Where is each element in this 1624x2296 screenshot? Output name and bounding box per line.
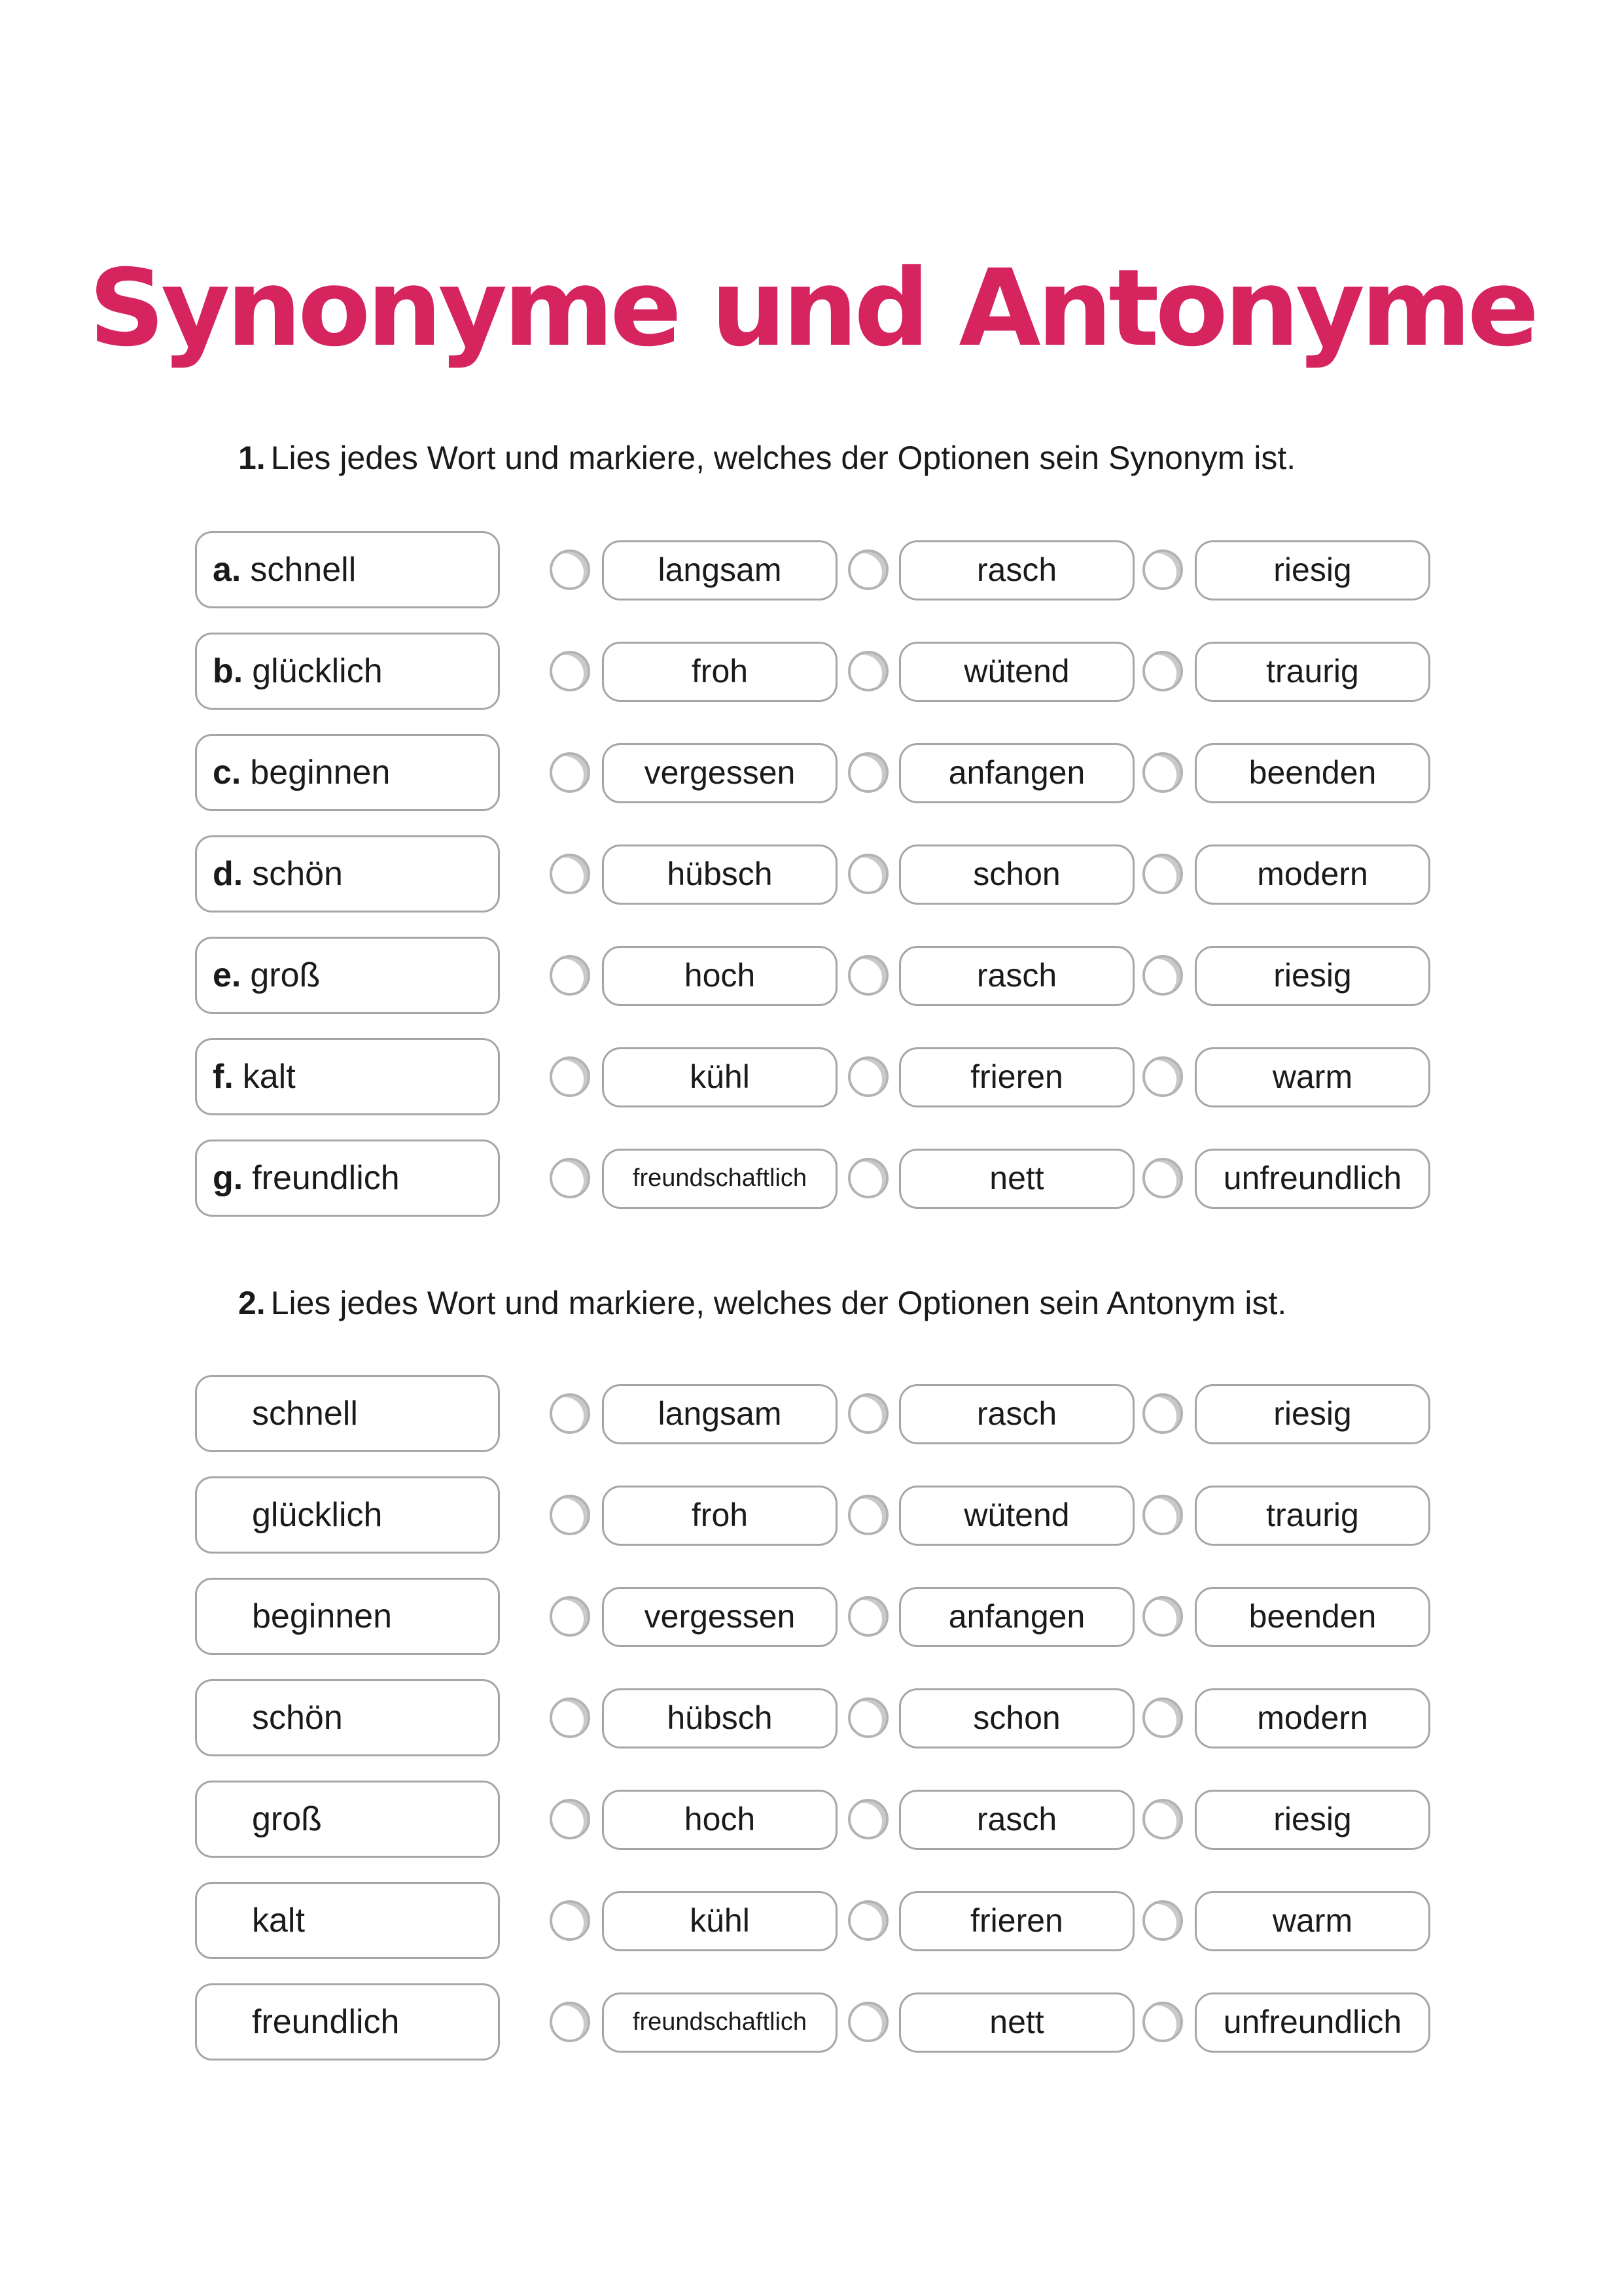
option-box[interactable]: langsam: [602, 540, 838, 600]
option-radio[interactable]: [550, 1596, 590, 1637]
option-radio[interactable]: [848, 1158, 889, 1198]
option-radio[interactable]: [1142, 752, 1183, 793]
option-radio[interactable]: [848, 1056, 889, 1097]
option-radio[interactable]: [1142, 651, 1183, 691]
question-word-box: [195, 1476, 500, 1554]
question-word: schnell: [252, 1395, 358, 1433]
option-box[interactable]: langsam: [602, 1384, 838, 1444]
question-word-box: [195, 835, 500, 913]
option-radio[interactable]: [848, 651, 889, 691]
question-letter: b.: [213, 652, 243, 690]
option-box[interactable]: unfreundlich: [1195, 1992, 1430, 2053]
option-box[interactable]: traurig: [1195, 1486, 1430, 1546]
option-radio[interactable]: [1142, 1596, 1183, 1637]
question-word: beginnen: [252, 1597, 392, 1635]
question-row: [0, 1679, 1624, 1759]
question-letter: f.: [213, 1058, 234, 1096]
option-box[interactable]: unfreundlich: [1195, 1149, 1430, 1209]
option-box[interactable]: traurig: [1195, 642, 1430, 702]
option-box[interactable]: hoch: [602, 1790, 838, 1850]
option-box[interactable]: wütend: [899, 642, 1135, 702]
option-box[interactable]: froh: [602, 642, 838, 702]
option-box[interactable]: kühl: [602, 1047, 838, 1107]
question-word: freundlich: [252, 1159, 400, 1197]
option-box[interactable]: beenden: [1195, 743, 1430, 803]
option-radio[interactable]: [1142, 1158, 1183, 1198]
option-radio[interactable]: [550, 955, 590, 996]
option-radio[interactable]: [550, 549, 590, 590]
question-row: [0, 1139, 1624, 1219]
option-box[interactable]: hübsch: [602, 844, 838, 905]
option-radio[interactable]: [1142, 1697, 1183, 1738]
question-row: [0, 633, 1624, 712]
option-box[interactable]: frieren: [899, 1891, 1135, 1951]
option-radio[interactable]: [550, 1056, 590, 1097]
option-radio[interactable]: [1142, 1495, 1183, 1535]
option-radio[interactable]: [848, 955, 889, 996]
option-radio[interactable]: [550, 752, 590, 793]
question-row: [0, 1781, 1624, 1860]
option-radio[interactable]: [1142, 1393, 1183, 1434]
section-2-instruction-text: Lies jedes Wort und markiere, welches der Optionen sein Antonym ist.: [270, 1285, 1287, 1321]
option-radio[interactable]: [1142, 2002, 1183, 2042]
option-box[interactable]: rasch: [899, 1790, 1135, 1850]
question-word: schön: [252, 1699, 343, 1737]
question-row: [0, 1038, 1624, 1118]
option-box[interactable]: anfangen: [899, 743, 1135, 803]
option-radio[interactable]: [1142, 854, 1183, 894]
option-box[interactable]: vergessen: [602, 1587, 838, 1647]
question-word: freundlich: [252, 2003, 400, 2041]
option-radio[interactable]: [1142, 1056, 1183, 1097]
option-box[interactable]: rasch: [899, 1384, 1135, 1444]
option-box[interactable]: riesig: [1195, 540, 1430, 600]
option-radio[interactable]: [550, 1158, 590, 1198]
option-box[interactable]: wütend: [899, 1486, 1135, 1546]
option-radio[interactable]: [1142, 1799, 1183, 1839]
option-radio[interactable]: [550, 1900, 590, 1941]
option-radio[interactable]: [848, 854, 889, 894]
option-radio[interactable]: [848, 2002, 889, 2042]
option-radio[interactable]: [1142, 1900, 1183, 1941]
option-box[interactable]: riesig: [1195, 1790, 1430, 1850]
question-word-box: [195, 1781, 500, 1858]
option-box[interactable]: rasch: [899, 946, 1135, 1006]
option-radio[interactable]: [848, 1596, 889, 1637]
option-radio[interactable]: [550, 1799, 590, 1839]
option-radio[interactable]: [848, 752, 889, 793]
option-radio[interactable]: [848, 1495, 889, 1535]
question-word-box: [195, 937, 500, 1014]
option-box[interactable]: modern: [1195, 844, 1430, 905]
option-radio[interactable]: [848, 1393, 889, 1434]
question-row: [0, 937, 1624, 1017]
question-word: schön: [252, 855, 343, 893]
question-row: [0, 835, 1624, 915]
option-radio[interactable]: [1142, 955, 1183, 996]
question-row: [0, 1578, 1624, 1658]
question-word: beginnen: [250, 754, 391, 791]
option-radio[interactable]: [550, 854, 590, 894]
option-radio[interactable]: [848, 1900, 889, 1941]
question-word-box: [195, 1375, 500, 1452]
question-word: groß: [252, 1800, 322, 1838]
option-radio[interactable]: [550, 1495, 590, 1535]
question-word-box: [195, 531, 500, 608]
option-box[interactable]: freundschaftlich: [602, 1992, 838, 2053]
question-word: schnell: [250, 551, 357, 589]
worksheet-title: Synonyme und Antonyme: [88, 247, 1536, 370]
option-box[interactable]: schon: [899, 844, 1135, 905]
option-box[interactable]: riesig: [1195, 1384, 1430, 1444]
question-row: [0, 734, 1624, 814]
question-word-box: [195, 1038, 500, 1115]
option-box[interactable]: frieren: [899, 1047, 1135, 1107]
option-box[interactable]: kühl: [602, 1891, 838, 1951]
question-letter: d.: [213, 855, 243, 893]
question-word-box: [195, 633, 500, 710]
question-row: [0, 1882, 1624, 1962]
question-word-box: [195, 1679, 500, 1756]
question-word: groß: [250, 956, 321, 994]
option-box[interactable]: warm: [1195, 1891, 1430, 1951]
option-box[interactable]: anfangen: [899, 1587, 1135, 1647]
option-box[interactable]: riesig: [1195, 946, 1430, 1006]
option-radio[interactable]: [550, 2002, 590, 2042]
question-letter: e.: [213, 956, 241, 994]
option-radio[interactable]: [550, 1393, 590, 1434]
option-radio[interactable]: [1142, 549, 1183, 590]
question-letter: g.: [213, 1159, 243, 1197]
option-radio[interactable]: [848, 549, 889, 590]
option-box[interactable]: schon: [899, 1688, 1135, 1748]
question-word: glücklich: [252, 1496, 383, 1534]
section-1-instruction-text: Lies jedes Wort und markiere, welches der Optionen sein Synonym ist.: [270, 440, 1296, 476]
question-word: glücklich: [252, 652, 383, 690]
section-1-number: 1.: [238, 440, 266, 476]
option-radio[interactable]: [848, 1799, 889, 1839]
question-word: kalt: [252, 1902, 305, 1939]
question-word: kalt: [242, 1058, 296, 1096]
option-box[interactable]: freundschaftlich: [602, 1149, 838, 1209]
question-word-box: [195, 1983, 500, 2061]
option-box[interactable]: hoch: [602, 946, 838, 1006]
option-radio[interactable]: [550, 1697, 590, 1738]
option-radio[interactable]: [550, 651, 590, 691]
section-2-number: 2.: [238, 1285, 266, 1321]
option-box[interactable]: froh: [602, 1486, 838, 1546]
option-box[interactable]: rasch: [899, 540, 1135, 600]
option-box[interactable]: nett: [899, 1992, 1135, 2053]
option-box[interactable]: vergessen: [602, 743, 838, 803]
question-word-box: [195, 1578, 500, 1655]
question-row: [0, 1983, 1624, 2063]
question-letter: a.: [213, 551, 241, 589]
option-box[interactable]: warm: [1195, 1047, 1430, 1107]
section-2-instruction: [238, 1283, 1286, 1323]
question-row: [0, 1476, 1624, 1556]
section-1-instruction: [238, 438, 1296, 478]
option-box[interactable]: hübsch: [602, 1688, 838, 1748]
question-word-box: [195, 734, 500, 811]
option-box[interactable]: modern: [1195, 1688, 1430, 1748]
question-word-box: [195, 1139, 500, 1217]
option-box[interactable]: beenden: [1195, 1587, 1430, 1647]
question-row: [0, 1375, 1624, 1455]
option-box[interactable]: nett: [899, 1149, 1135, 1209]
option-radio[interactable]: [848, 1697, 889, 1738]
question-word-box: [195, 1882, 500, 1959]
question-row: [0, 531, 1624, 611]
question-letter: c.: [213, 754, 241, 791]
